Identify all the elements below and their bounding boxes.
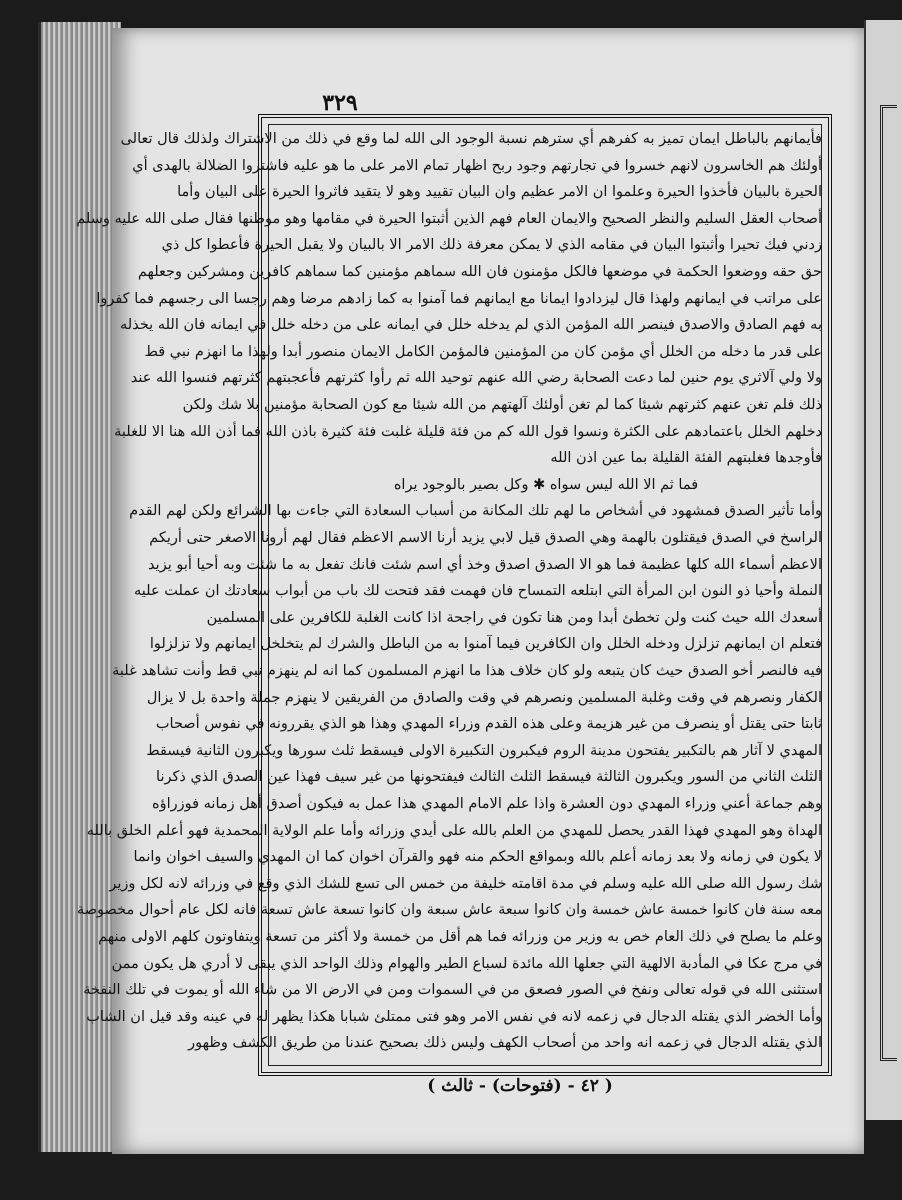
page-footer: ( ٤٢ - (فتوحات) - ثالث ) — [427, 1076, 613, 1096]
text-line: فيه فالنصر أخو الصدق حيث كان يتبعه ولو كان خلاف هذا ما انهزم المسلمون كما انه لم ينهزم نبي قط وأنت تشاهد غلبة — [112, 663, 822, 679]
text-line: على قدر ما دخله من الخلل أي مؤمن كان من المؤمنين فالمؤمن الكامل الايمان منصور أبدا ولهذا ما انهزم نبي قط — [144, 343, 822, 360]
text-line: ولا ولي آلاثري يوم حنين لما دعت الصحابة رضي الله عنهم توحيد الله ثم رأوا كثرتهم فأعجبتهم كثرتهم فنسوا الله عند — [130, 370, 822, 387]
text-line: أسعدك الله حيث كنت ولن تخطئ أبدا ومن هنا تكون في راجحة اذا كانت الغلبة للكافرين على المسلمين — [206, 609, 822, 626]
text-line: به فهم الصادق والاصدق فينصر الله المؤمن الذي لم يدخله خلل في ايمانه على من دخله خلل في ايمانه فان الله يخذله — [120, 317, 822, 334]
text-line: وأما تأثير الصدق فمشهود في أشخاص ما لهم تلك المكانة من أسباب السعادة التي جاءت بها الشرائع ولكن لهم القدم — [129, 503, 822, 520]
text-line: الراسخ في الصدق فيقتلون بالهمة وهي الصدق قيل لابي يزيد أرنا الاسم الاعظم فقال لهم أرونا الاصغر حتى أريكم — [149, 530, 822, 546]
text-line: النملة وأحيا ذو النون ابن المرأة التي ابتلعه التمساح فان فهمت فقد فتحت لك باب من أبواب سعادتك ان عملت عليه — [134, 583, 822, 600]
text-line: لا يكون في زمانه ولا بعد زمانه أعلم بالله وبمواقع الحكم منه فهو والقرآن اخوان كما ان المهدي والسيف اخوان وانما — [133, 849, 822, 866]
text-line: وعلم ما يصلح في ذلك العام خص به وزير من وزرائه فما هم أقل من خمسة ولا أكثر من تسعة ويتفاوتون كلهم الاولى منهم — [98, 929, 822, 945]
page-number: ٣٢٩ — [322, 90, 358, 116]
text-line: فأيمانهم بالباطل ايمان تميز به كفرهم أي سترهم نسبة الوجود الى الله لما وقع في ذلك من الاشتراك ولذلك قال تعالى — [120, 131, 822, 147]
text-line: الحيرة بالبيان فأخذوا الحيرة وعلموا ان الامر عظيم وان البيان تقييد وهو لا يتقيد فاثروا الحيرة على البيان وأما — [177, 184, 822, 201]
text-line: ذلك فلم تغن عنهم كثرتهم شيئا كما لم تغن أولئك آلهتهم من الله شيئا مع كون الصحابة مؤمنين بلا شك ولكن — [182, 397, 822, 413]
text-line: استثنى الله في قوله تعالى ونفخ في الصور فصعق من في السموات ومن في الارض الا من شاء الله أو يموت في تلك النفخة — [83, 982, 822, 999]
text-line: أولئك هم الخاسرون لانهم خسروا في تجارتهم وجود ربح اظهار تمام الامر على ما هو عليه فاشتروا الضلالة بالهدى أي — [132, 157, 822, 174]
text-line: زدني فيك تحيرا وأثبتوا البيان في مقامه الذي لا يمكن معرفة ذلك الامر الا بالبيان ولا يقبل الحيرة فأعطوا كل ذي — [161, 237, 822, 254]
text-line: معه سنة فان كانوا خمسة عاش خمسة وان كانوا سبعة عاش سبعة وان كانوا تسعة عاش تسعة فانه لكل عام أحوال مخصوصة — [76, 902, 822, 919]
text-line: فأوجدها فغلبتهم الفئة القليلة بما عين اذن الله — [550, 450, 822, 467]
text-line: الذي يقتله الدجال في زعمه انه واحد من أصحاب الكهف وليس ذلك بصحيح عندنا من طريق الكشف وظهور — [188, 1035, 822, 1052]
text-line: الهداة وهو المهدي فهذا القدر يحصل للمهدي من العلم بالله على أيدي وزرائه وأما علم الولاية المحمدية فهو أعلم الخلق بالله — [86, 822, 822, 839]
text-line: على مراتب في ايمانهم ولهذا قال ليزدادوا ايمانا مع ايمانهم فما آمنوا به كما زادهم مرضا وهم رجسا الى رجسهم فما كفروا — [96, 290, 822, 307]
text-line: المهدي لا آثار هم بالتكبير يفتحون مدينة الروم فيكبرون التكبيرة الاولى فيسقط ثلث سورها ويكبرون الثانية فيسقط — [146, 742, 822, 759]
facing-page-frame — [880, 105, 897, 1061]
verse-line: فما ثم الا الله ليس سواه ✱ وكل بصير بالوجود يراه — [393, 476, 699, 493]
text-line: وأما الخضر الذي يقتله الدجال في زعمه لانه في نفس الامر وهو فتى ممتلئ شبابا هكذا يظهر له في عينه وقد قيل ان الشاب — [86, 1008, 822, 1025]
text-line: الثلث الثاني من السور ويكبرون الثالثة فيسقط الثلث الثالث فيفتحونها من غير سيف فهذا عين الصدق الذي ذكرنا — [156, 769, 822, 786]
text-line: فتعلم ان ايمانهم تزلزل ودخله الخلل وان الكافرين فيما آمنوا به من الباطل والشرك لم يتخلخل ايمانهم ولا تزلزلوا — [149, 636, 822, 653]
text-line: ثابتا حتى يقتل أو ينصرف من غير هزيمة وعلى هذه القدم وزراء المهدي وهذا هو الذي يقررونه في نفوس أصحاب — [155, 716, 822, 733]
text-line: أصحاب العقل السليم والنظر الصحيح والايمان العام فهم الذين أثبتوا الحيرة في مقامها وهو موطنها فقال صلى الله عليه وسلم — [76, 210, 822, 227]
text-line: حق حقه ووضعوا الحكمة في موضعها فالكل مؤمنون فان الله سماهم مؤمنين كما سماهم كافرين ومشركين وجعلهم — [137, 264, 822, 280]
text-line: الاعظم أسماء الله كلها عظيمة فما هو الا الصدق اصدق وخذ أي اسم شئت فانك تفعل به ما شئت وبه أحيا أبو يزيد — [148, 556, 822, 573]
text-line: في مرج عكا في المأدبة الالهية التي جعلها الله مائدة لسباع الطير والهوام وذلك الواحد الذي يبقى لا أدري هل يكون ممن — [111, 955, 822, 972]
text-line: وهم جماعة أعني وزراء المهدي دون العشرة واذا علم الامام المهدي هذا عمل به فيكون أصدق أهل زمانه فوزراؤه — [151, 796, 822, 812]
text-line: شك رسول الله صلى الله عليه وسلم في مدة اقامته خليفة من خمس الى تسع للشك الذي وقع في وزرائه لانه لكل وزير — [109, 875, 822, 892]
text-line: دخلهم الخلل باعتمادهم على الكثرة ونسوا قول الله كم من فئة قليلة غلبت فئة كثيرة باذن الله فما أذن الله هنا الا للغلبة — [114, 423, 822, 440]
text-line: الكفار ونصرهم في وقت وغلبة المسلمين ونصرهم في وقت والصادق من الفريقين لا ينهزم جملة واحدة بل لا يزال — [146, 689, 822, 706]
